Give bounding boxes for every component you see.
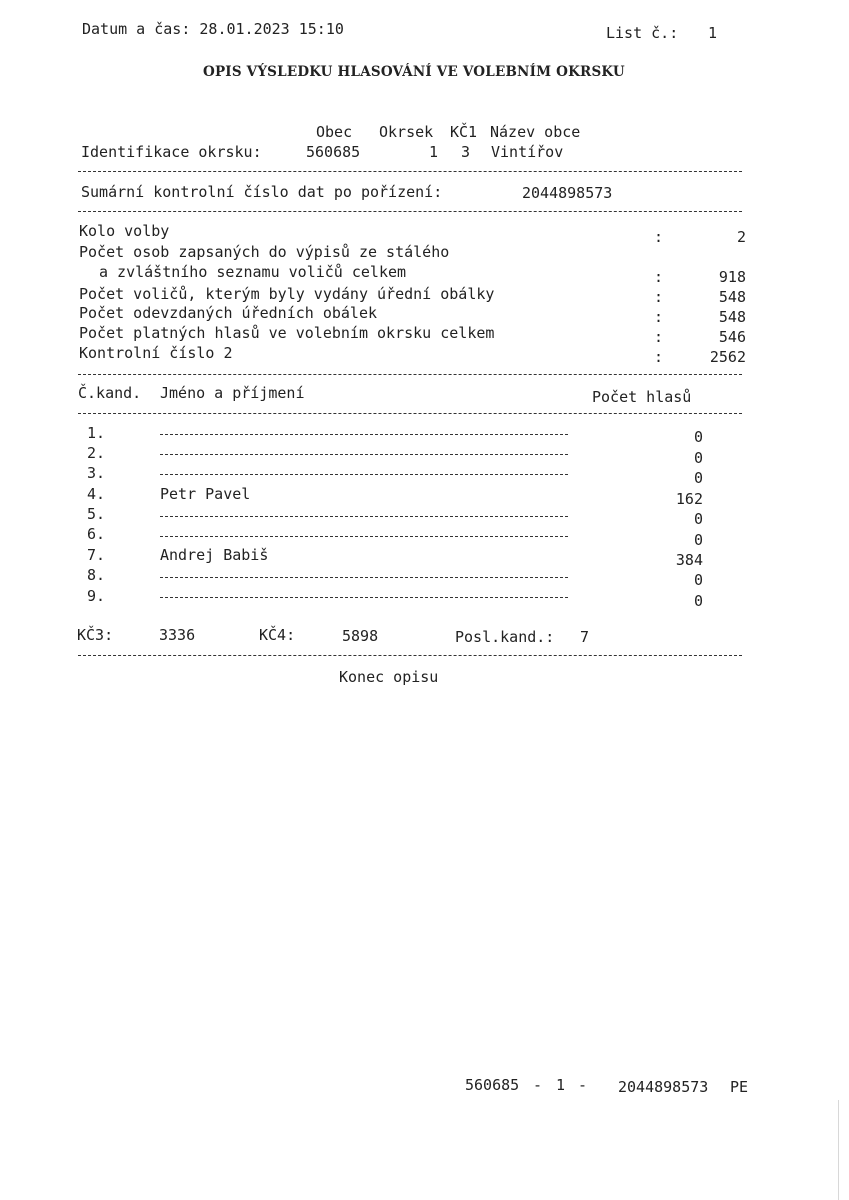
colon: :	[654, 348, 664, 366]
colon: :	[654, 308, 664, 326]
registered-value: 918	[718, 268, 746, 286]
end-of-record-text: Konec opisu	[339, 668, 439, 686]
identification-kc1: 3	[461, 143, 471, 161]
candidate-number: 1.	[87, 424, 106, 442]
candidate-number: 6.	[87, 525, 106, 543]
candidate-name-blank	[160, 454, 568, 455]
datetime: Datum a čas: 28.01.2023 15:10	[82, 20, 344, 38]
divider	[78, 171, 742, 172]
candidate-number: 8.	[87, 566, 106, 584]
registered-label-line2: a zvláštního seznamu voličů celkem	[99, 263, 407, 281]
col-header-kc1: KČ1	[450, 123, 478, 141]
col-header-obec: Obec	[316, 123, 353, 141]
candidate-votes: 0	[693, 428, 703, 446]
returned-value: 548	[718, 308, 746, 326]
control-number-label: Kontrolní číslo 2	[79, 344, 233, 362]
divider	[78, 655, 742, 656]
footer-checksum: 2044898573	[618, 1078, 709, 1096]
candidate-number: 9.	[87, 587, 106, 605]
issued-value: 548	[718, 288, 746, 306]
candidate-name: Andrej Babiš	[160, 546, 269, 564]
kc3-label: KČ3:	[77, 626, 114, 644]
footer-obec: 560685	[465, 1076, 520, 1094]
col-header-okrsek: Okrsek	[379, 123, 434, 141]
divider	[78, 374, 742, 375]
identification-label: Identifikace okrsku:	[81, 143, 262, 161]
candidate-name: Petr Pavel	[160, 485, 251, 503]
candidate-number: 2.	[87, 444, 106, 462]
registered-label-line1: Počet osob zapsaných do výpisů ze stálého	[79, 243, 450, 261]
candidate-votes: 0	[693, 510, 703, 528]
kc3-value: 3336	[159, 626, 196, 644]
checksum-label: Sumární kontrolní číslo dat po pořízení:	[81, 183, 443, 201]
candidate-name-blank	[160, 474, 568, 475]
sheet-label: List č.:	[606, 24, 679, 42]
identification-okrsek: 1	[429, 143, 439, 161]
page-title: OPIS VÝSLEDKU HLASOVÁNÍ VE VOLEBNÍM OKRSKU	[203, 64, 625, 80]
last-candidate-value: 7	[580, 628, 590, 646]
candidate-name-blank	[160, 516, 568, 517]
footer-suffix: PE	[730, 1078, 749, 1096]
colon: :	[654, 288, 664, 306]
last-candidate-label: Posl.kand.:	[455, 628, 555, 646]
footer-separator: -	[578, 1076, 588, 1094]
candidate-name-blank	[160, 577, 568, 578]
divider	[78, 211, 742, 212]
col-header-nazev: Název obce	[490, 123, 581, 141]
colon: :	[654, 328, 664, 346]
control-number-value: 2562	[709, 348, 746, 366]
candidate-name-blank	[160, 597, 568, 598]
candidate-number: 7.	[87, 546, 106, 564]
valid-votes-value: 546	[718, 328, 746, 346]
colon: :	[654, 268, 664, 286]
scan-edge-line	[838, 1100, 839, 1200]
candidate-votes: 0	[693, 592, 703, 610]
candidate-number: 5.	[87, 505, 106, 523]
candidate-number: 3.	[87, 464, 106, 482]
round-label: Kolo volby	[79, 222, 170, 240]
col-header-name: Jméno a příjmení	[160, 384, 305, 402]
valid-votes-label: Počet platných hlasů ve volebním okrsku celkem	[79, 324, 495, 342]
candidate-votes: 0	[693, 449, 703, 467]
candidate-votes: 0	[693, 469, 703, 487]
footer-separator: -	[533, 1076, 543, 1094]
candidate-votes: 162	[675, 490, 703, 508]
candidate-name-blank	[160, 434, 568, 435]
kc4-label: KČ4:	[259, 626, 296, 644]
colon: :	[654, 228, 664, 246]
col-header-votes: Počet hlasů	[592, 388, 692, 406]
identification-obec: 560685	[306, 143, 361, 161]
checksum-value: 2044898573	[522, 184, 613, 202]
returned-label: Počet odevzdaných úředních obálek	[79, 304, 378, 322]
round-value: 2	[736, 228, 746, 246]
candidate-number: 4.	[87, 485, 106, 503]
candidate-votes: 0	[693, 571, 703, 589]
candidate-votes: 0	[693, 531, 703, 549]
identification-nazev: Vintířov	[491, 143, 564, 161]
divider	[78, 413, 742, 414]
issued-label: Počet voličů, kterým byly vydány úřední obálky	[79, 285, 495, 303]
candidate-votes: 384	[675, 551, 703, 569]
candidate-name-blank	[160, 536, 568, 537]
footer-okrsek: 1	[556, 1076, 566, 1094]
col-header-number: Č.kand.	[78, 384, 142, 402]
kc4-value: 5898	[342, 627, 379, 645]
sheet-number: 1	[708, 24, 718, 42]
